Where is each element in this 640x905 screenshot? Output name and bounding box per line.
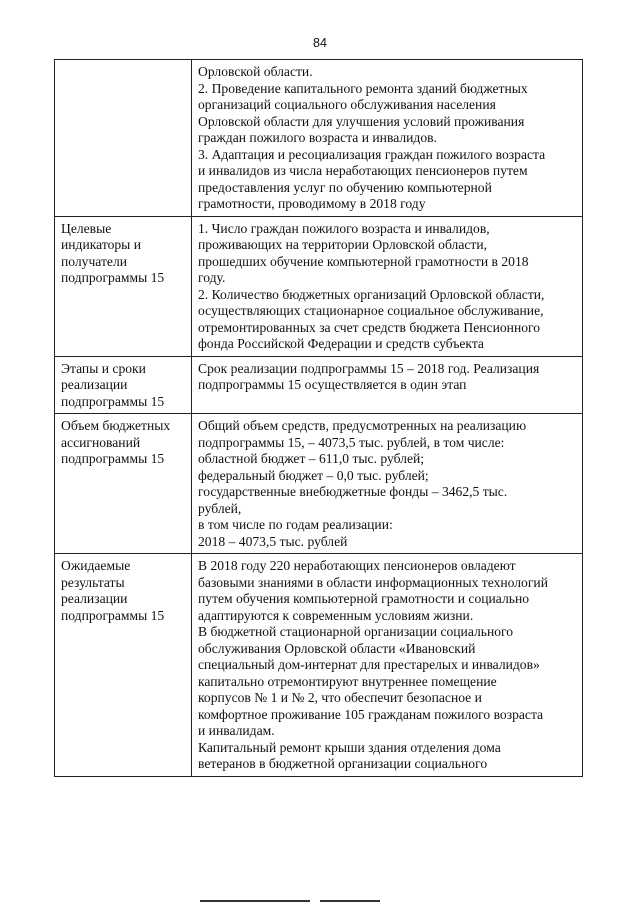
row-label-line: получатели <box>61 253 128 269</box>
row-label-line: индикаторы и <box>61 237 141 252</box>
row-value-cell <box>192 216 583 356</box>
value-line: 3. Адаптация и ресоциализация граждан пожилого возраста <box>198 146 546 162</box>
row-label-line: подпрограммы 15 <box>61 607 165 623</box>
value-line: ветеранов в бюджетной организации социального <box>198 756 488 771</box>
row-value-cell <box>192 356 583 414</box>
value-paragraph <box>198 221 578 287</box>
value-line: осуществляющих стационарное социальное обслуживание, <box>198 303 544 318</box>
row-value-cell <box>192 60 583 217</box>
value-line: организаций социального обслуживания населения <box>198 97 496 112</box>
table-row <box>55 60 583 217</box>
value-paragraph <box>198 534 578 551</box>
value-line: году. <box>198 270 226 285</box>
row-label-line: ассигнований <box>61 434 141 450</box>
value-line: федеральный бюджет – 0,0 тыс. рублей; <box>198 467 429 483</box>
value-line: обслуживания Орловской области «Ивановский <box>198 640 476 656</box>
row-label-line: Ожидаемые <box>61 558 131 573</box>
row-value-cell <box>192 554 583 777</box>
table-row <box>55 414 583 554</box>
value-line: 2. Количество бюджетных организаций Орловской области, <box>198 286 545 302</box>
value-paragraph <box>198 517 578 534</box>
value-line: рублей, <box>198 500 242 516</box>
value-line: 2018 – 4073,5 тыс. рублей <box>198 533 348 549</box>
value-line: и инвалидов из числа неработающих пенсионеров путем <box>198 163 528 178</box>
subprogram-passport-table <box>54 59 583 777</box>
value-line: подпрограммы 15 осуществляется в один этап <box>198 377 467 392</box>
value-line: Капитальный ремонт крыши здания отделения дома <box>198 739 501 755</box>
row-label-line: подпрограммы 15 <box>61 451 165 466</box>
value-line: прошедших обучение компьютерной грамотности в 2018 <box>198 253 529 269</box>
value-paragraph <box>198 418 578 451</box>
scan-edge-mark <box>320 900 380 902</box>
value-paragraph <box>198 81 578 147</box>
row-label-line: реализации <box>61 377 128 392</box>
value-line: предоставления услуг по обучению компьютерной <box>198 179 492 195</box>
value-line: В бюджетной стационарной организации социального <box>198 624 514 639</box>
table-row <box>55 554 583 777</box>
value-line: специальный дом-интернат для престарелых и инвалидов» <box>198 657 540 672</box>
value-line: граждан пожилого возраста и инвалидов. <box>198 130 437 145</box>
row-label-line: подпрограммы 15 <box>61 270 165 285</box>
value-line: 1. Число граждан пожилого возраста и инвалидов, <box>198 220 490 236</box>
value-line: и инвалидам. <box>198 723 275 738</box>
value-line: в том числе по годам реализации: <box>198 517 393 532</box>
row-label-cell <box>55 60 192 217</box>
scan-edge-mark <box>200 900 310 902</box>
value-line: областной бюджет – 611,0 тыс. рублей; <box>198 451 425 466</box>
value-line: Орловской области. <box>198 64 313 79</box>
row-label-cell <box>55 216 192 356</box>
value-paragraph <box>198 64 578 81</box>
value-paragraph <box>198 740 578 773</box>
value-line: подпрограммы 15, – 4073,5 тыс. рублей, в том числе: <box>198 434 505 450</box>
value-paragraph <box>198 147 578 213</box>
value-line: корпусов № 1 и № 2, что обеспечит безопасное и <box>198 690 482 705</box>
value-paragraph <box>198 624 578 740</box>
value-line: проживающих на территории Орловской области, <box>198 237 488 252</box>
table-row <box>55 216 583 356</box>
value-paragraph <box>198 451 578 468</box>
value-paragraph <box>198 468 578 485</box>
value-paragraph <box>198 287 578 353</box>
value-line: Орловской области для улучшения условий проживания <box>198 113 525 129</box>
table-row <box>55 356 583 414</box>
value-line: отремонтированных за счет средств бюджета Пенсионного <box>198 319 541 335</box>
row-label-line: Целевые <box>61 220 112 236</box>
value-line: Срок реализации подпрограммы 15 – 2018 год. Реализация <box>198 360 540 376</box>
value-line: Общий объем средств, предусмотренных на реализацию <box>198 418 527 433</box>
value-line: 2. Проведение капитального ремонта зданий бюджетных <box>198 80 528 96</box>
value-paragraph <box>198 361 578 394</box>
row-value-cell <box>192 414 583 554</box>
value-line: грамотности, проводимому в 2018 году <box>198 196 426 211</box>
row-label-line: подпрограммы 15 <box>61 393 165 409</box>
value-line: фонда Российской Федерации и средств субъекта <box>198 336 484 351</box>
row-label-cell <box>55 414 192 554</box>
value-line: капитально отремонтируют внутреннее помещение <box>198 673 497 689</box>
row-label-line: Объем бюджетных <box>61 418 171 433</box>
row-label-cell <box>55 554 192 777</box>
page-number: 84 <box>313 36 327 50</box>
row-label-cell <box>55 356 192 414</box>
value-line: В 2018 году 220 неработающих пенсионеров овладеют <box>198 558 516 573</box>
value-line: путем обучения компьютерной грамотности и социально <box>198 591 530 606</box>
value-line: государственные внебюджетные фонды – 3462,5 тыс. <box>198 484 508 499</box>
value-paragraph <box>198 484 578 517</box>
row-label-line: Этапы и сроки <box>61 360 146 376</box>
row-label-line: результаты <box>61 574 125 590</box>
row-label-line: реализации <box>61 591 128 606</box>
value-line: базовыми знаниями в области информационных технологий <box>198 574 548 590</box>
value-paragraph <box>198 558 578 624</box>
value-line: комфортное проживание 105 гражданам пожилого возраста <box>198 706 544 722</box>
value-line: адаптируются к современным условиям жизни. <box>198 607 474 623</box>
